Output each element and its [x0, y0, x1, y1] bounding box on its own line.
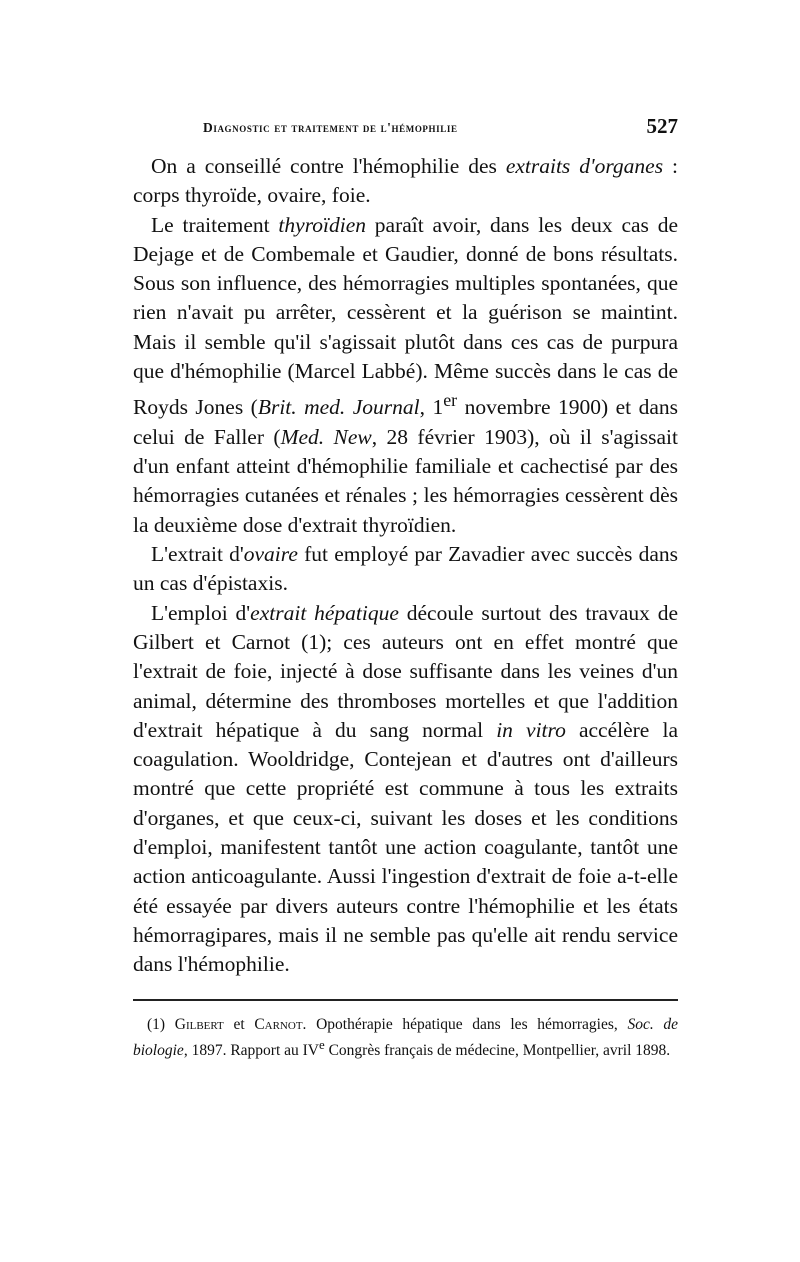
italic-text: thyroïdien: [278, 212, 366, 237]
text-run: L'extrait d': [151, 542, 244, 567]
text-run: On a conseillé contre l'hémophilie des: [151, 154, 506, 178]
page-number: 527: [646, 114, 678, 138]
text-run: . Opothérapie hépatique dans les hémorragies,: [302, 1016, 628, 1034]
text-run: Le traitement: [151, 212, 279, 237]
footnote-divider: [133, 999, 678, 1001]
italic-text: Brit. med. Journal: [257, 395, 420, 420]
italic-text: Med. New: [280, 424, 372, 449]
paragraph: [133, 211, 678, 540]
text-run: L'emploi d': [151, 600, 251, 625]
italic-text: ovaire: [243, 542, 298, 567]
small-caps-text: Gilbert: [174, 1016, 224, 1034]
paragraph: [133, 599, 678, 980]
text-run: novembre 1900) et dans celui de Faller (: [133, 395, 678, 449]
text-run: Congrès français de médecine, Montpellier, avril 1898.: [324, 1042, 671, 1060]
italic-text: Soc. de biologie: [133, 1016, 678, 1060]
text-run: et: [223, 1016, 255, 1034]
superscript-text: er: [443, 390, 458, 411]
paragraph: [133, 152, 678, 211]
text-run: , 28 février 1903), où il s'agissait d'un enfant atteint d'hémophilie familiale et cachectisé par des hémorragies cutanées et rénales ; les hémorragies cessèrent dès la deuxième dose d'extrait thyroïdien.: [133, 424, 678, 537]
text-run: : corps thyroïde, ovaire, foie.: [133, 154, 678, 208]
text-run: paraît avoir, dans les deux cas de Dejage et de Combemale et Gaudier, donné de bons résultats. Sous son influence, des hémorragies multiples spontanées, que rien n'avait pu arrêter, cessèrent et la guérison se maintint. Mais il semble qu'il s'agissait plutôt dans ces cas de purpura que d'hémophilie (Marcel Labbé). Même succès dans le cas de Royds Jones (: [133, 212, 678, 420]
body-text: [133, 152, 678, 979]
running-title: Diagnostic et traitement de l'hémophilie: [203, 120, 458, 135]
paragraph: [133, 540, 678, 599]
text-run: découle surtout des travaux de Gilbert et Carnot (1); ces auteurs ont en effet montré que l'extrait de foie, injecté à dose suffisante dans les veines d'un animal, détermine des thromboses mortelles et que l'addition d'extrait hépatique à du sang normal: [133, 600, 679, 742]
running-header: [133, 112, 678, 142]
superscript-text: e: [318, 1036, 325, 1052]
italic-text: extrait hépatique: [250, 600, 399, 625]
text-run: , 1: [419, 395, 444, 420]
italic-text: extraits d'organes: [505, 154, 664, 178]
italic-text: in vitro: [496, 717, 566, 742]
text-run: accélère la coagulation. Wooldridge, Contejean et d'autres ont d'ailleurs montré que cette propriété est commune à tous les extraits d'organes, et que ceux-ci, suivant les doses et les conditions d'emploi, manifestent tantôt une action coagulante, tantôt une action anticoagulante. Aussi l'ingestion d'extrait de foie a-t-elle été essayée par divers auteurs contre l'hémophilie et les états hémorragipares, mais il ne semble pas qu'elle ait rendu service dans l'hémophilie.: [133, 717, 678, 977]
text-run: fut employé par Zavadier avec succès dans un cas d'épistaxis.: [133, 542, 679, 596]
small-caps-text: Carnot: [254, 1016, 303, 1034]
footnote: [133, 1015, 678, 1060]
book-page: [133, 112, 678, 1061]
text-run: (1): [147, 1016, 175, 1034]
text-run: , 1897. Rapport au IV: [183, 1042, 319, 1060]
